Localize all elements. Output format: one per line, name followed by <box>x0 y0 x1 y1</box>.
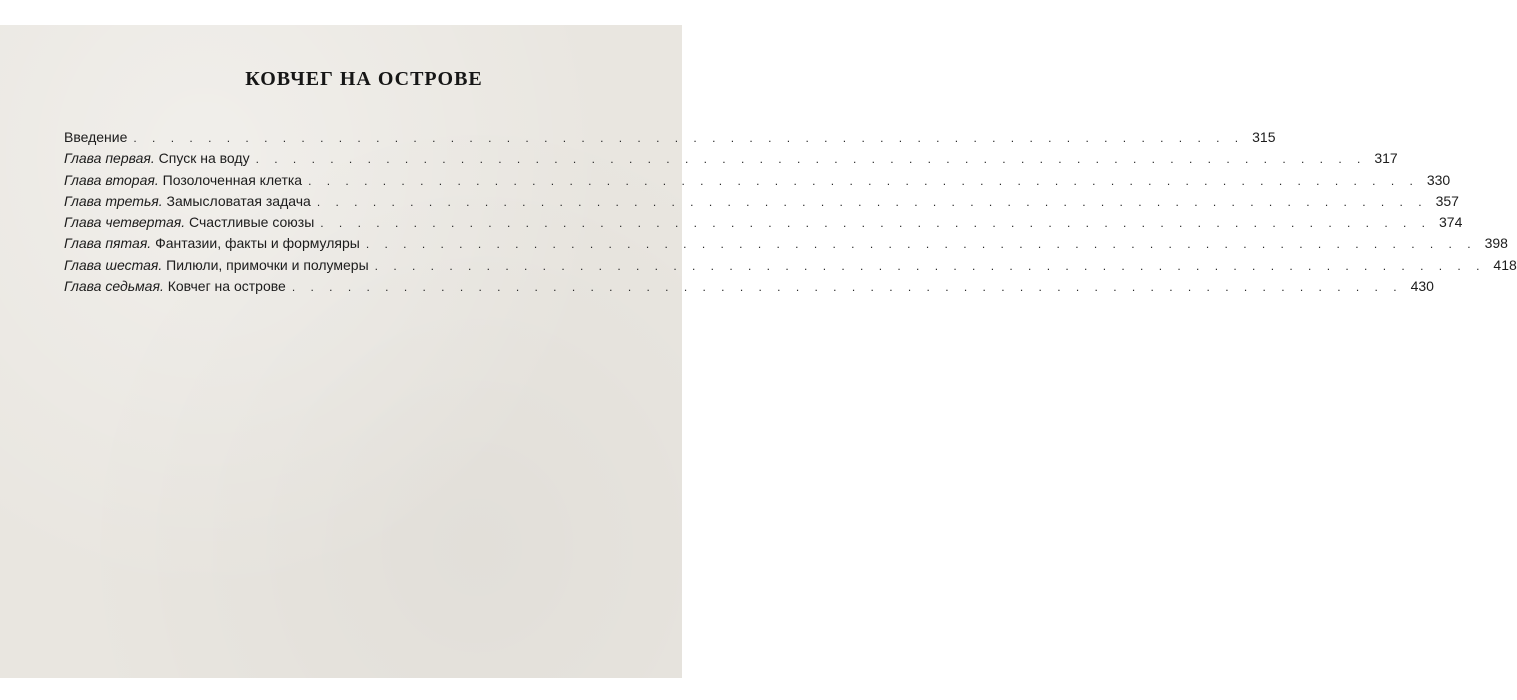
toc-entry <box>64 278 1434 299</box>
page-title: КОВЧЕГ НА ОСТРОВЕ <box>245 68 483 90</box>
toc-page-number: 398 <box>1484 235 1508 252</box>
toc-page-number: 330 <box>1426 171 1451 188</box>
toc-chapter-label: Глава третья. <box>64 192 163 209</box>
toc-title: Введение <box>64 129 128 145</box>
dot-leader: . . . . . . . . . . . . . . . . . . . . . . . . . . . . . . . . . . . . . . . . . . . . . . . . . . . . . . . . . . . . <box>365 237 1477 252</box>
toc-page-number: 317 <box>1374 150 1398 167</box>
toc-chapter-label: Глава пятая. <box>64 235 152 252</box>
toc-chapter-label: Глава первая. <box>64 150 155 167</box>
table-of-contents <box>64 129 1517 299</box>
toc-entry <box>64 192 1459 214</box>
toc-entry <box>64 256 1517 278</box>
toc-entry <box>64 171 1451 193</box>
dot-leader: . . . . . . . . . . . . . . . . . . . . . . . . . . . . . . . . . . . . . . . . . . . . . . . . . . . . . . . . . . . . <box>320 216 1432 231</box>
toc-entry <box>64 235 1508 256</box>
toc-page-number: 430 <box>1410 278 1434 295</box>
toc-entry <box>64 150 1398 171</box>
dot-leader: . . . . . . . . . . . . . . . . . . . . . . . . . . . . . . . . . . . . . . . . . . . . . . . . . . . . . . . . . . . . <box>308 173 1419 188</box>
toc-title: Ковчег на острове <box>163 278 286 295</box>
toc-chapter-label: Глава вторая. <box>64 171 159 188</box>
dot-leader: . . . . . . . . . . . . . . . . . . . . . . . . . . . . . . . . . . . . . . . . . . . . . . . . . . . . . . . . . . . . <box>255 152 1367 167</box>
toc-title: Спуск на воду <box>154 150 250 167</box>
toc-page-number: 418 <box>1493 256 1517 273</box>
toc-page-number: 357 <box>1435 192 1459 209</box>
toc-title: Пилюли, примочки и полумеры <box>162 256 369 273</box>
dot-leader: . . . . . . . . . . . . . . . . . . . . . . . . . . . . . . . . . . . . . . . . . . . . . . . . . . . . . . . . . . . . <box>133 131 1245 145</box>
toc-title: Фантазии, факты и формуляры <box>151 235 360 252</box>
book-page <box>0 25 1517 678</box>
dot-leader: . . . . . . . . . . . . . . . . . . . . . . . . . . . . . . . . . . . . . . . . . . . . . . . . . . . . . . . . . . . . <box>316 194 1428 209</box>
toc-entry <box>64 214 1463 235</box>
toc-entry <box>64 129 1276 150</box>
dot-leader: . . . . . . . . . . . . . . . . . . . . . . . . . . . . . . . . . . . . . . . . . . . . . . . . . . . . . . . . . . . . <box>374 258 1486 273</box>
toc-title: Счастливые союзы <box>185 214 315 231</box>
toc-page-number: 315 <box>1252 129 1276 145</box>
toc-chapter-label: Глава шестая. <box>64 256 163 273</box>
toc-chapter-label: Глава седьмая. <box>64 278 164 295</box>
toc-title: Позолоченная клетка <box>158 171 303 188</box>
toc-chapter-label: Глава четвертая. <box>64 214 186 231</box>
toc-page-number: 374 <box>1439 214 1463 231</box>
dot-leader: . . . . . . . . . . . . . . . . . . . . . . . . . . . . . . . . . . . . . . . . . . . . . . . . . . . . . . . . . . . . <box>291 280 1403 295</box>
toc-title: Замысловатая задача <box>162 192 311 209</box>
